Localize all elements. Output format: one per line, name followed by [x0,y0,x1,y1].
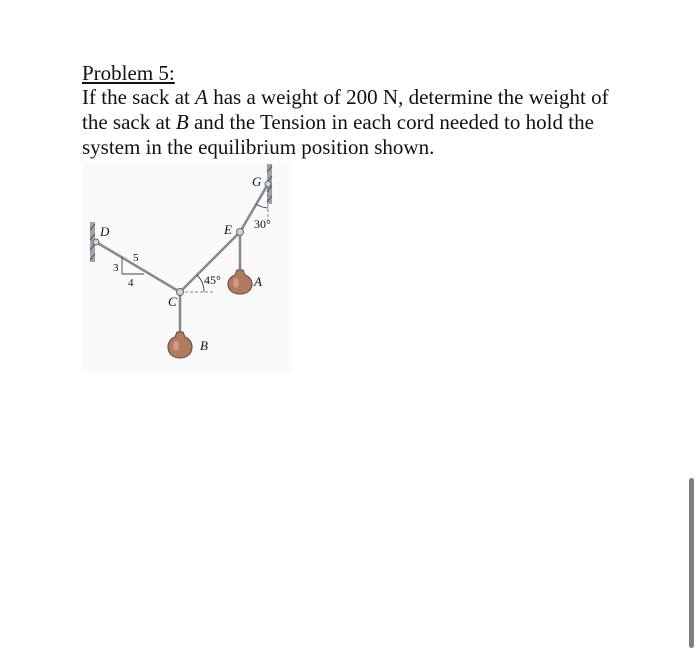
point-a-ref: A [195,85,208,109]
label-angle-45: 45° [204,273,221,287]
statement-line-2: the sack at B and the Tension in each cord needed to hold the [82,110,594,134]
label-d: D [100,224,110,239]
ring-c [177,289,184,296]
label-b: B [200,338,208,353]
ring-d [93,239,99,245]
label-slope-hyp: 5 [133,252,139,264]
scrollbar-thumb[interactable] [689,478,694,648]
label-a: A [254,274,262,289]
statement-line-3: system in the equilibrium position shown. [82,135,435,159]
label-slope-run: 4 [128,277,134,289]
point-b-ref: B [175,110,189,134]
label-angle-30: 30° [254,217,271,231]
statement-line-1: If the sack at A has a weight of 200 N, determine the weight of [82,85,609,109]
label-e: E [224,222,232,237]
problem-heading: Problem 5: [82,61,175,85]
ring-e [237,229,244,236]
label-g: G [252,174,262,189]
label-c: C [168,294,177,309]
equilibrium-figure [82,162,292,372]
ring-g [265,181,271,187]
problem-statement [82,85,642,160]
label-slope-rise: 3 [113,262,119,274]
